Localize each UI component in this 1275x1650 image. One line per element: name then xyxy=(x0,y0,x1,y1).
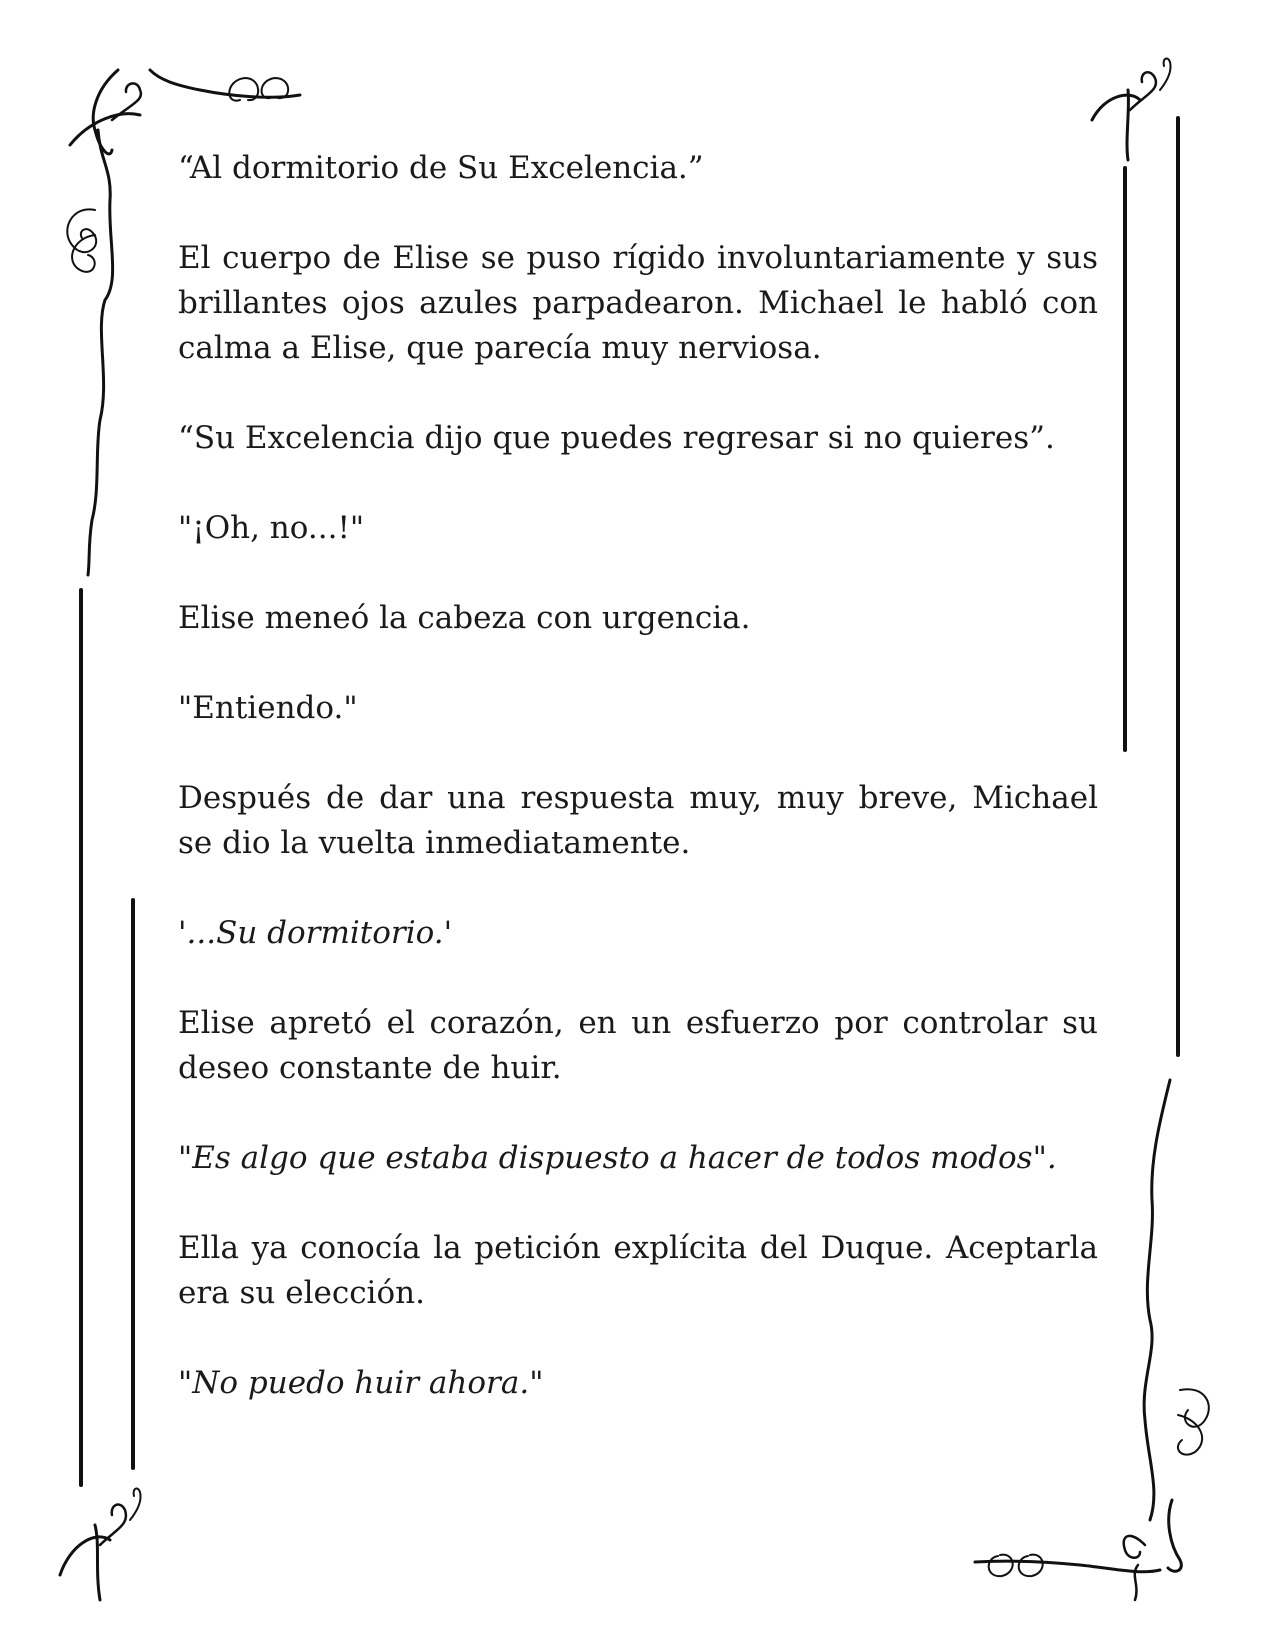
paragraph: "¡Oh, no...!" xyxy=(178,510,365,546)
paragraph: “Al dormitorio de Su Excelencia.” xyxy=(178,150,704,186)
paragraph-italic: "Es algo que estaba dispuesto a hacer de todos modos". xyxy=(178,1140,1057,1176)
top-right-flourish-icon xyxy=(1092,59,1171,160)
paragraph: "Entiendo." xyxy=(178,690,358,726)
bottom-left-flourish-icon xyxy=(60,1489,141,1600)
paragraph-italic: '...Su dormitorio.' xyxy=(178,915,453,951)
paragraph: Ella ya conocía la petición explícita del Duque. Aceptarla era su elección. xyxy=(178,1230,1098,1311)
paragraph: Elise apretó el corazón, en un esfuerzo por controlar su deseo constante de huir. xyxy=(178,1005,1098,1086)
paragraph: El cuerpo de Elise se puso rígido involuntariamente y sus brillantes ojos azules parpadearon. Michael le habló con calma a Elise, que parecía muy nerviosa. xyxy=(178,240,1098,366)
paragraph: Después de dar una respuesta muy, muy breve, Michael se dio la vuelta inmediatamente. xyxy=(178,780,1098,861)
story-text xyxy=(178,146,1098,1451)
paragraph: “Su Excelencia dijo que puedes regresar si no quieres”. xyxy=(178,420,1055,456)
paragraph-italic: "No puedo huir ahora." xyxy=(178,1365,544,1401)
paragraph: Elise meneó la cabeza con urgencia. xyxy=(178,600,751,636)
